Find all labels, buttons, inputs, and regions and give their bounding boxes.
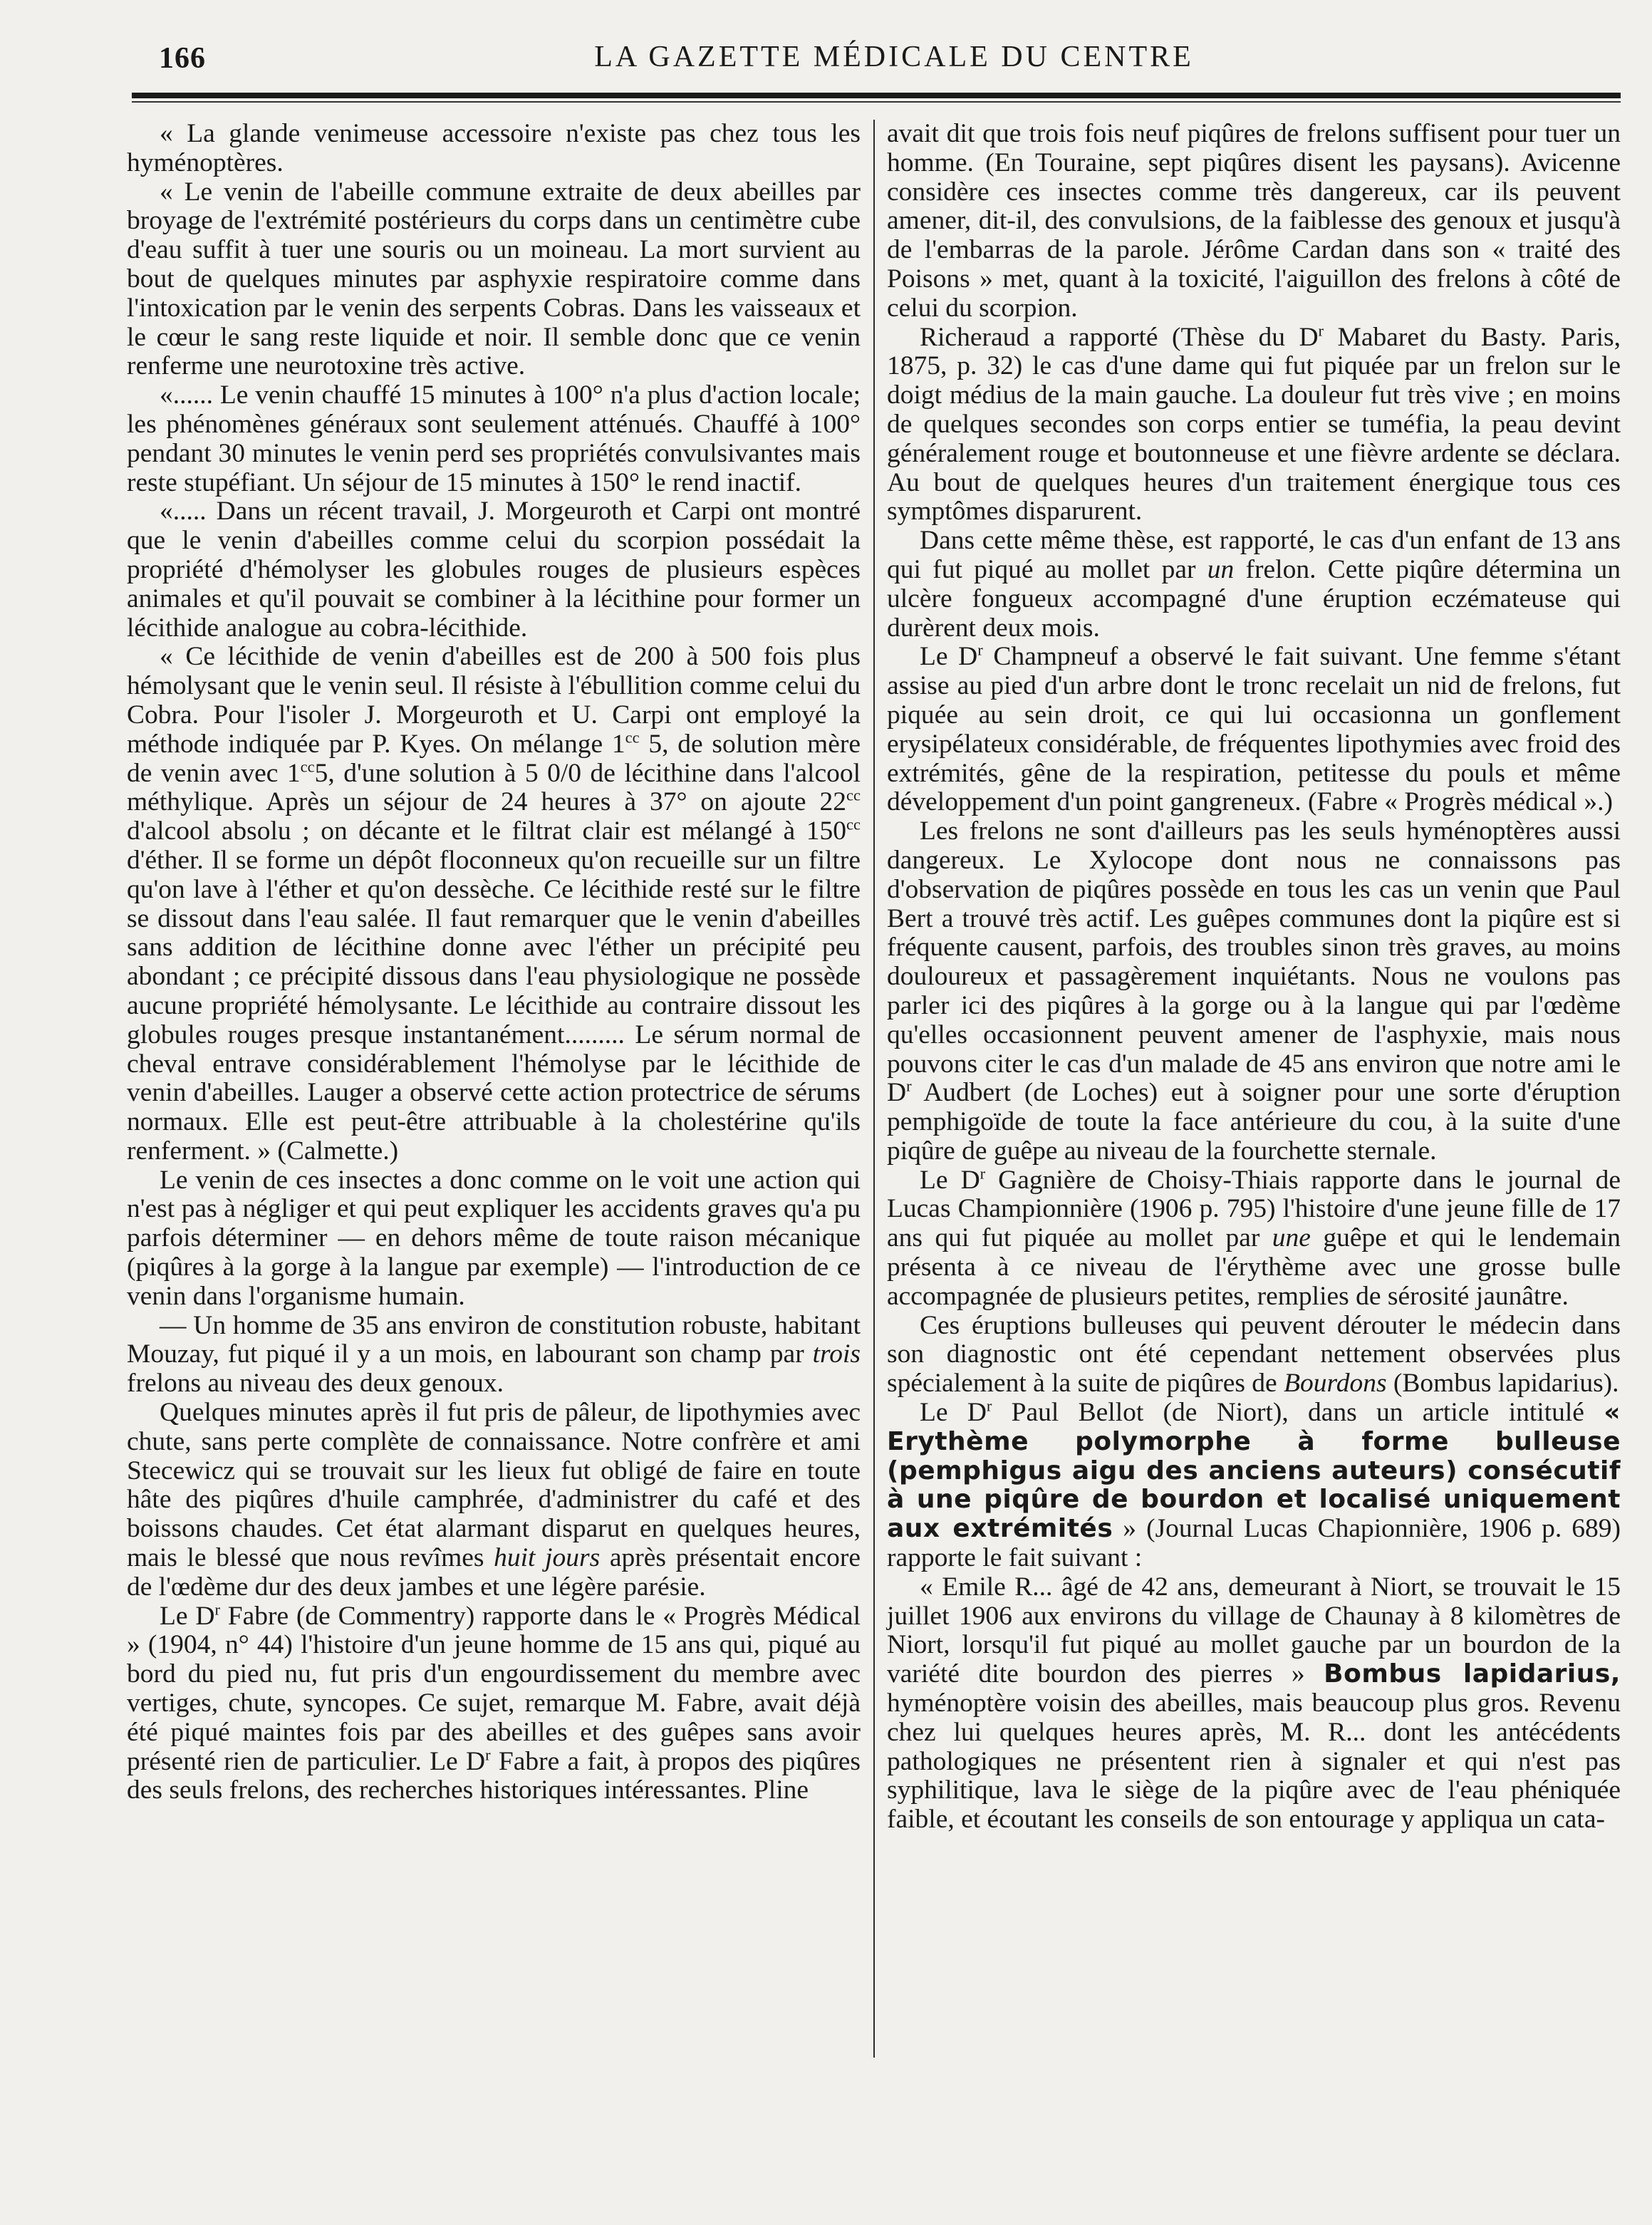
text: après présentait encore de l'œdème dur des deux jambes et une légère parésie. — [127, 1543, 861, 1602]
italic-text: une — [1272, 1223, 1311, 1253]
paragraph — [887, 1396, 1621, 1573]
text: Champneuf a observé le fait suivant. Une femme s'étant assise au pied d'un arbre dont le tronc recelait un nid de frelons, fut piquée au sein droit, ce qui lui occasionna un gonflement erysipélateux considérable, de fréquentes lipothymies avec froid des extrémités, gêne de la respiration, petitesse du pouls et même développement d'un point gangreneux. (Fabre « Progrès médical ».) — [887, 642, 1621, 817]
text: Fabre a fait, à propos des piqûres des seuls frelons, des recherches historiques intéressantes. Pline — [127, 1746, 861, 1805]
superscript: cc — [846, 815, 861, 834]
text: 5, de solution mère de venin avec 1 — [127, 729, 861, 788]
paragraph — [887, 817, 1621, 1166]
superscript: cc — [300, 757, 315, 776]
superscript: r — [977, 640, 983, 659]
text: Gagnière de Choisy-Thiais rapporte dans le journal de Lucas Championnière (1906 p. 795) l'histoire d'une jeune fille de 17 ans qui fut piquée au mollet par — [887, 1165, 1621, 1253]
paragraph — [127, 497, 861, 643]
superscript: cc — [846, 786, 861, 804]
text: — Un homme de 35 ans environ de constitution robuste, habitant Mouzay, fut piqué il y a un mois, en labourant son champ par — [127, 1310, 861, 1369]
italic-text: trois — [812, 1339, 861, 1369]
right-column — [887, 120, 1621, 1835]
superscript: r — [485, 1746, 491, 1764]
header-rule — [132, 93, 1621, 98]
text: «..... Dans un récent travail, J. Morgeuroth et Carpi ont montré que le venin d'abeilles comme celui du scorpion possédait la propriété d'hémolyser les globules rouges de plusieurs espèces animales et qu'il pouvait se combiner à la lécithine pour former un lécithide analogue au cobra-lécithide. — [127, 497, 861, 643]
species-name: Bombus lapidarius, — [1324, 1659, 1621, 1689]
paragraph — [887, 323, 1621, 527]
superscript: r — [214, 1600, 220, 1619]
text: Le venin de ces insectes a donc comme on le voit une action qui n'est pas à négliger et qui peut expliquer les accidents graves qu'a pu parfois déterminer — en dehors même de toute raison mécanique (piqûres à la gorge à la langue par exemple) — l'introduction de ce venin dans l'organisme humain. — [127, 1165, 861, 1311]
page-header — [125, 37, 1621, 87]
paragraph — [127, 381, 861, 497]
text: d'alcool absolu ; on décante et le filtrat clair est mélangé à 150 — [127, 816, 847, 846]
text: «...... Le venin chauffé 15 minutes à 100° n'a plus d'action locale; les phénomènes généraux sont seulement atténués. Chauffé à 100° pendant 30 minutes le venin perd ses propriétés convulsivantes mais reste stupéfiant. Un séjour de 15 minutes à 150° le rend inactif. — [127, 380, 861, 497]
superscript: r — [986, 1396, 992, 1415]
paragraph — [887, 1166, 1621, 1312]
text: guêpe et qui le lendemain présenta à ce niveau de l'érythème avec une grosse bulle accompagnée de plusieurs petites, remplies de sérosité jaunâtre. — [887, 1223, 1621, 1311]
text: Fabre (de Commentry) rapporte dans le « Progrès Médical » (1904, n° 44) l'histoire d'un jeune homme de 15 ans qui, piqué au bord du pied nu, fut pris d'un engourdissement du membre avec vertiges, chute, syncopes. Ce sujet, remarque M. Fabre, avait déjà été piqué maintes fois par des abeilles et des guêpes sans avoir présenté rien de particulier. Le D — [127, 1601, 861, 1776]
italic-text: huit jours — [494, 1543, 601, 1573]
text: avait dit que trois fois neuf piqûres de frelons suffisent pour tuer un homme. (En Touraine, sept piqûres disent les paysans). Avicenne considère ces insectes comme très dangereux, car ils peuvent amener, dit-il, des convulsions, de la faiblesse des genoux et jusqu'à de l'embarras de la parole. Jérôme Cardan dans son « traité des Poisons » met, quant à la toxicité, l'aiguillon des frelons à côté de celui du scorpion. — [887, 119, 1621, 323]
text: Le D — [920, 1165, 980, 1195]
paragraph — [127, 1312, 861, 1399]
text: Le D — [160, 1601, 215, 1631]
paragraph — [127, 120, 861, 178]
paragraph — [887, 1573, 1621, 1835]
text: « Le venin de l'abeille commune extraite de deux abeilles par broyage de l'extrémité postérieurs du corps dans un centimètre cube d'eau suffit à tuer une souris ou un moineau. La mort survient au bout de quelques minutes par asphyxie respiratoire comme dans l'intoxication par le venin des serpents Cobras. Dans les vaisseaux et le cœur le sang reste liquide et noir. Il semble donc que ce venin renferme une neurotoxine très active. — [127, 177, 861, 381]
text: Quelques minutes après il fut pris de pâleur, de lipothymies avec chute, sans perte complète de connaissance. Notre confrère et ami Stecewicz qui se trouvait sur les lieux fut obligé de faire en toute hâte des piqûres d'huile camphrée, d'administrer du café et des boissons chaudes. Cet état alarmant disparut en quelques heures, mais le blessé que nous revîmes — [127, 1398, 861, 1573]
text: « Ce lécithide de venin d'abeilles est de 200 à 500 fois plus hémolysant que le venin seul. Il résiste à l'ébullition comme celui du Cobra. Pour l'isoler J. Morgeuroth et U. Carpi ont employé la méthode indiquée par P. Kyes. On mélange 1 — [127, 642, 861, 759]
superscript: cc — [625, 728, 640, 747]
paragraph — [127, 1166, 861, 1312]
paragraph — [127, 1602, 861, 1806]
paragraph — [127, 178, 861, 382]
text: Mabaret du Basty. Paris, 1875, p. 32) le cas d'une dame qui fut piquée par un frelon sur le doigt médius de la main gauche. La douleur fut très vive ; en moins de quelques secondes son corps entier se tuméfia, la peau devint généralement rouge et boutonneuse et une fièvre ardente se déclara. Au bout de quelques heures d'un traitement énergique tous ces symptômes disparurent. — [887, 322, 1621, 527]
paragraph — [127, 1399, 861, 1602]
text: frelons au niveau des deux genoux. — [127, 1369, 504, 1399]
text: Les frelons ne sont d'ailleurs pas les seuls hyménoptères aussi dangereux. Le Xylocope dont nous ne connaissons pas d'observation de piqûres possède en tous les cas un venin que Paul Bert a trouvé très actif. Les guêpes communes dont la piqûre est si fréquente causent, parfois, des troubles sinon très graves, au moins douloureux et passagèrement inquiétants. Nous ne voulons pas parler ici des piqûres à la gorge ou à la langue qui par l'œdème qu'elles occasionnent peuvent amener de l'asphyxie, mais nous pouvons citer le cas d'un malade de 45 ans environ que notre ami le D — [887, 816, 1621, 1108]
header-rule-thin — [132, 101, 1621, 103]
paragraph — [887, 120, 1621, 323]
text: hyménoptère voisin des abeilles, mais beaucoup plus gros. Revenu chez lui quelques heures après, M. R... dont les antécédents pathologiques ne présentent rien à signaler et qui n'est pas syphilitique, lava le siège de la piqûre avec de l'eau phéniquée faible, et écoutant les conseils de son entourage y appliqua un cata- — [887, 1689, 1621, 1835]
text: Paul Bellot (de Niort), dans un article intitulé — [992, 1398, 1604, 1428]
text: » (Journal Lucas Chapionnière, 1906 p. 689) rapporte le fait suivant : — [887, 1514, 1621, 1573]
paragraph — [127, 643, 861, 1166]
text: Ces éruptions bulleuses qui peuvent dérouter le médecin dans son diagnostic ont été cependant nettement observées plus spécialement à la suite de piqûres de — [887, 1310, 1621, 1399]
italic-text: Bourdons — [1284, 1369, 1387, 1399]
superscript: r — [906, 1077, 912, 1095]
column-divider — [873, 120, 875, 2058]
superscript: r — [1318, 321, 1324, 340]
page-number: 166 — [159, 42, 206, 75]
text: Le D — [920, 642, 978, 672]
paragraph — [887, 527, 1621, 643]
text: Richeraud a rapporté (Thèse du D — [920, 322, 1319, 352]
left-column — [127, 120, 861, 1805]
text: (Bombus lapidarius). — [1386, 1369, 1619, 1399]
italic-text: un — [1207, 554, 1235, 584]
text: Le D — [920, 1398, 987, 1428]
superscript: r — [980, 1164, 986, 1183]
paragraph — [887, 640, 1621, 817]
paragraph — [887, 1312, 1621, 1399]
text: « Emile R... âgé de 42 ans, demeurant à Niort, se trouvait le 15 juillet 1906 aux environs du village de Chaunay à 8 kilomètres de Niort, lorsqu'il fut piqué au mollet gauche par un bourdon de la variété dite bourdon des pierres » — [887, 1572, 1621, 1689]
text: Audbert (de Loches) eut à soigner pour une sorte d'éruption pemphigoïde de toute la face antérieure du cou, à la suite d'une piqûre de guêpe au niveau de la fourchette sternale. — [887, 1078, 1621, 1166]
text: frelon. Cette piqûre détermina un ulcère fongueux accompagné d'une éruption eczémateuse qui durèrent deux mois. — [887, 554, 1621, 643]
article-title: « Erythème polymorphe à forme bulleuse (pemphigus aigu des anciens auteurs) consécutif à une piqûre de bourdon et localisé uniquement aux extrémités — [887, 1398, 1621, 1544]
text: 5, d'une solution à 5 0/0 de lécithine dans l'alcool méthylique. Après un séjour de 24 heures à 37° on ajoute 22 — [127, 758, 861, 817]
journal-title: LA GAZETTE MÉDICALE DU CENTRE — [594, 41, 1194, 73]
text: « La glande venimeuse accessoire n'existe pas chez tous les hyménoptères. — [127, 119, 861, 177]
text: Dans cette même thèse, est rapporté, le cas d'un enfant de 13 ans qui fut piqué au mollet par — [887, 526, 1621, 584]
text: d'éther. Il se forme un dépôt floconneux qu'on recueille sur un filtre qu'on lave à l'éther et qu'on dessèche. Ce lécithide resté sur le filtre se dissout dans l'eau salée. Il faut remarquer que le venin d'abeilles sans addition de lécithine donne avec l'éther un précipité peu abondant ; ce précipité dissous dans l'eau physiologique ne possède aucune propriété hémolysante. Le lécithide au contraire dissout les globules rouges presque instantanément......... Le sérum normal de cheval entrave considérablement l'hémolyse par le lécithide de venin d'abeilles. Lauger a observé cette action protectrice de sérums normaux. Elle est peut-être attribuable à la cholestérine qu'ils renferment. » (Calmette.) — [127, 845, 861, 1166]
